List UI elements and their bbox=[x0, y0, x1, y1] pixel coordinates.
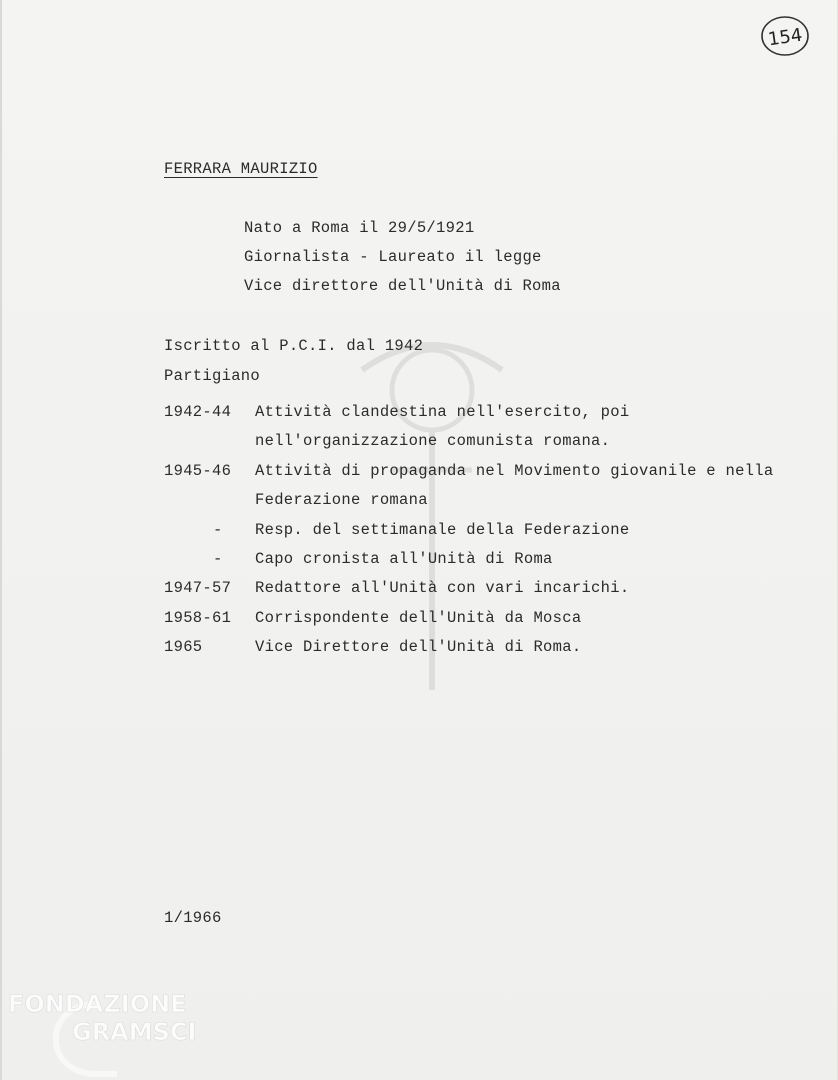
timeline-text: Attività di propaganda nel Movimento giovanile e nella bbox=[255, 462, 774, 480]
document-date: 1/1966 bbox=[164, 909, 222, 927]
bio-role: Vice direttore dell'Unità di Roma bbox=[244, 277, 561, 295]
page-number-text: 154 bbox=[766, 24, 804, 51]
logo-line-2: GRAMSCI bbox=[72, 1018, 197, 1046]
timeline-year: 1958-61 bbox=[164, 609, 232, 627]
membership-partisan: Partigiano bbox=[164, 367, 261, 385]
page-number-stamp bbox=[760, 14, 810, 58]
bio-birth: Nato a Roma il 29/5/1921 bbox=[244, 219, 475, 237]
fondazione-gramsci-logo bbox=[2, 984, 222, 1080]
timeline-text: Corrispondente dell'Unità da Mosca bbox=[255, 609, 582, 627]
timeline-text: nell'organizzazione comunista romana. bbox=[255, 432, 611, 450]
timeline-dash: - bbox=[213, 550, 223, 568]
timeline-year: 1947-57 bbox=[164, 579, 232, 597]
timeline-dash: - bbox=[213, 521, 223, 539]
bio-profession: Giornalista - Laureato il legge bbox=[244, 248, 542, 266]
timeline-text: Resp. del settimanale della Federazione bbox=[255, 521, 630, 539]
logo-line-1: FONDAZIONE bbox=[8, 990, 187, 1018]
timeline-year: 1965 bbox=[164, 638, 203, 656]
timeline-year: 1945-46 bbox=[164, 462, 232, 480]
timeline-text: Capo cronista all'Unità di Roma bbox=[255, 550, 553, 568]
timeline-text: Redattore all'Unità con vari incarichi. bbox=[255, 579, 630, 597]
membership-pci: Iscritto al P.C.I. dal 1942 bbox=[164, 337, 424, 355]
timeline-text: Attività clandestina nell'esercito, poi bbox=[255, 403, 630, 421]
timeline-text: Vice Direttore dell'Unità di Roma. bbox=[255, 638, 582, 656]
timeline-year: 1942-44 bbox=[164, 403, 232, 421]
person-name-heading: FERRARA MAURIZIO bbox=[164, 160, 318, 178]
timeline-text: Federazione romana bbox=[255, 491, 428, 509]
